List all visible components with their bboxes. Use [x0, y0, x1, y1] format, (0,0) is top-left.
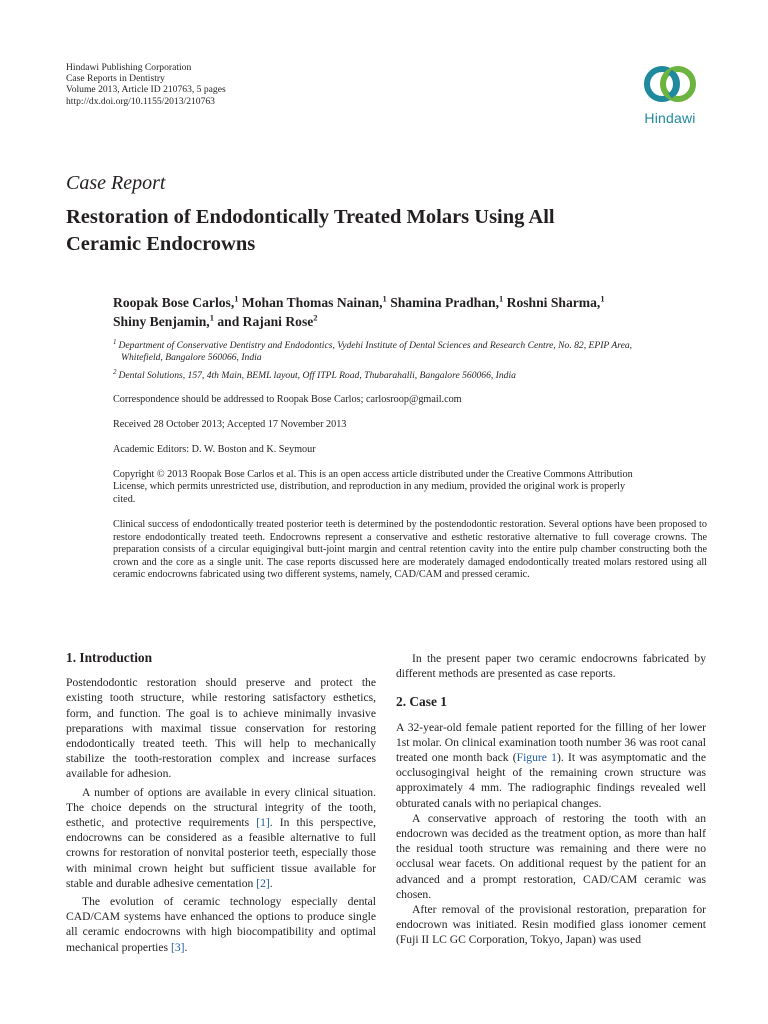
text-run: A number of options are available in every clinical situation. The choice depends on the structural integrity of the tooth, esthetic, and protective requirements — [66, 785, 376, 830]
author-name: Shamina Pradhan, — [390, 295, 499, 310]
copyright-line: Copyright © 2013 Roopak Bose Carlos et al. This is an open access article distributed under the Creative Commons Attribution — [113, 469, 633, 480]
affil-text: Dental Solutions, 157, 4th Main, BEML layout, Off ITPL Road, Thubarahalli, Bangalore 560066, India — [118, 370, 516, 381]
section-heading: 1. Introduction — [66, 650, 153, 665]
right-column — [396, 651, 706, 948]
author-name: Mohan Thomas Nainan, — [241, 295, 383, 310]
paragraph: After removal of the provisional restoration, preparation for endocrown was initiated. Resin modified glass ionomer cement (Fuji II LC GC Corporation, Tokyo, Japan) was used — [396, 903, 706, 947]
affil-text: Department of Conservative Dentistry and Endodontics, Vydehi Institute of Dental Sciences and Research Centre, No. 82, EPIP Area, — [118, 340, 633, 351]
academic-editors: Academic Editors: D. W. Boston and K. Seymour — [113, 444, 316, 455]
text-run: . In this perspective, endocrowns can be considered as a feasible alternative to full crowns for restoration of nonvital posterior teeth, especially those with minimal crown height but sufficient tissue available for stable and durable adhesive cementation — [66, 816, 376, 890]
paragraph — [396, 720, 706, 811]
paragraph: A conservative approach of restoring the tooth with an endocrown was decided as the treatment option, as more than half the residual tooth structure was remaining and there were no occlusal wear facets. On additional request by the patient for an advanced and a prompt restoration, CAD/CAM ceramic was chosen. — [396, 811, 706, 901]
author-affil-mark: 1 — [234, 293, 239, 304]
author-affil-mark: 1 — [382, 293, 387, 304]
text-run: . — [269, 876, 273, 890]
author-name: Roshni Sharma, — [506, 295, 601, 310]
correspondence: Correspondence should be addressed to Roopak Bose Carlos; carlosroop@gmail.com — [113, 394, 462, 405]
text-run: . — [184, 940, 188, 954]
citation-link[interactable]: [2] — [256, 876, 270, 890]
affiliation-2 — [113, 367, 713, 382]
author-name: and Rajani Rose — [217, 314, 314, 329]
author-affil-mark: 1 — [209, 312, 214, 323]
author-name: Roopak Bose Carlos, — [113, 295, 235, 310]
affil-mark: 2 — [113, 367, 117, 376]
doi-link[interactable]: http://dx.doi.org/10.1155/2013/210763 — [66, 95, 215, 107]
paragraph — [66, 894, 376, 955]
volume-info: Volume 2013, Article ID 210763, 5 pages — [66, 84, 226, 96]
paragraph — [66, 785, 376, 891]
figure-link[interactable]: Figure 1 — [516, 751, 557, 765]
affil-mark: 1 — [113, 337, 117, 346]
citation-link[interactable]: [1] — [256, 816, 270, 830]
article-title — [66, 204, 686, 258]
publisher-name: Hindawi Publishing Corporation — [66, 62, 192, 73]
received-dates: Received 28 October 2013; Accepted 17 November 2013 — [113, 419, 347, 430]
hindawi-logo — [634, 61, 706, 131]
title-line-2: Ceramic Endocrowns — [66, 233, 256, 255]
hindawi-logo-icon — [642, 61, 698, 107]
paragraph: Postendodontic restoration should preserve and protect the existing tooth structure, while restoring satisfactory esthetics, form, and function. The goal is to achieve minimally invasive preparations with maximal tissue conservation for restoring endodontically treated teeth. This will help to mechanically stabilize the tooth-restoration complex and increase surfaces available for adhesion. — [66, 676, 376, 781]
hindawi-logo-text: Hindawi — [644, 110, 696, 126]
text-run: ). It was asymptomatic and the occlusogingival height of the remaining crown structure was approximately 4 mm. The radiographic findings revealed well obturated canals with no periapical changes. — [396, 751, 706, 810]
text-run: The evolution of ceramic technology especially dental CAD/CAM systems have enhanced the options to produce single all ceramic endocrowns with high biocompatibility and optimal mechanical properties — [66, 895, 376, 954]
author-line-2 — [113, 312, 713, 331]
journal-name: Case Reports in Dentistry — [66, 73, 165, 85]
text-run: A 32-year-old female patient reported for the filling of her lower 1st molar. On clinical examination tooth number 36 was root canal treated one month back ( — [396, 720, 706, 765]
journal-header — [66, 62, 226, 107]
author-affil-mark: 2 — [313, 312, 318, 323]
citation-link[interactable]: [3] — [170, 940, 185, 954]
section-heading: 2. Case 1 — [396, 694, 447, 710]
introduction-section — [66, 650, 376, 955]
title-line-1: Restoration of Endodontically Treated Molars Using All — [66, 206, 555, 228]
author-affil-mark: 1 — [498, 293, 504, 304]
author-line-1 — [113, 293, 713, 312]
copyright-line: License, which permits unrestricted use, distribution, and reproduction in any medium, provided the original work is properly — [113, 481, 626, 493]
author-list — [113, 293, 713, 331]
article-type: Case Report — [66, 172, 166, 194]
copyright — [113, 469, 707, 506]
abstract: Clinical success of endodontically treated posterior teeth is determined by the postendodontic restoration. Several options have been proposed to restore endodontically treated teeth. Endocrowns represent a conservative and esthetic restorative alternative to full coverage crowns. The preparation consists of a circular equigingival butt-joint margin and central retention cavity into the entire pulp chamber constructing both the crown and the core as a single unit. The case reports discussed here are moderately damaged endodontically treated molars restored using all ceramic endocrowns fabricated using two different systems, namely, CAD/CAM and pressed ceramic. — [113, 519, 707, 581]
copyright-line: cited. — [113, 493, 136, 505]
author-name: Shiny Benjamin, — [113, 314, 210, 329]
affil-text-cont: Whitefield, Bangalore 560066, India — [121, 352, 262, 364]
paragraph: In the present paper two ceramic endocrowns fabricated by different methods are presented as case reports. — [396, 652, 706, 681]
author-affil-mark: 1 — [600, 293, 605, 304]
affiliation-1 — [113, 337, 713, 365]
